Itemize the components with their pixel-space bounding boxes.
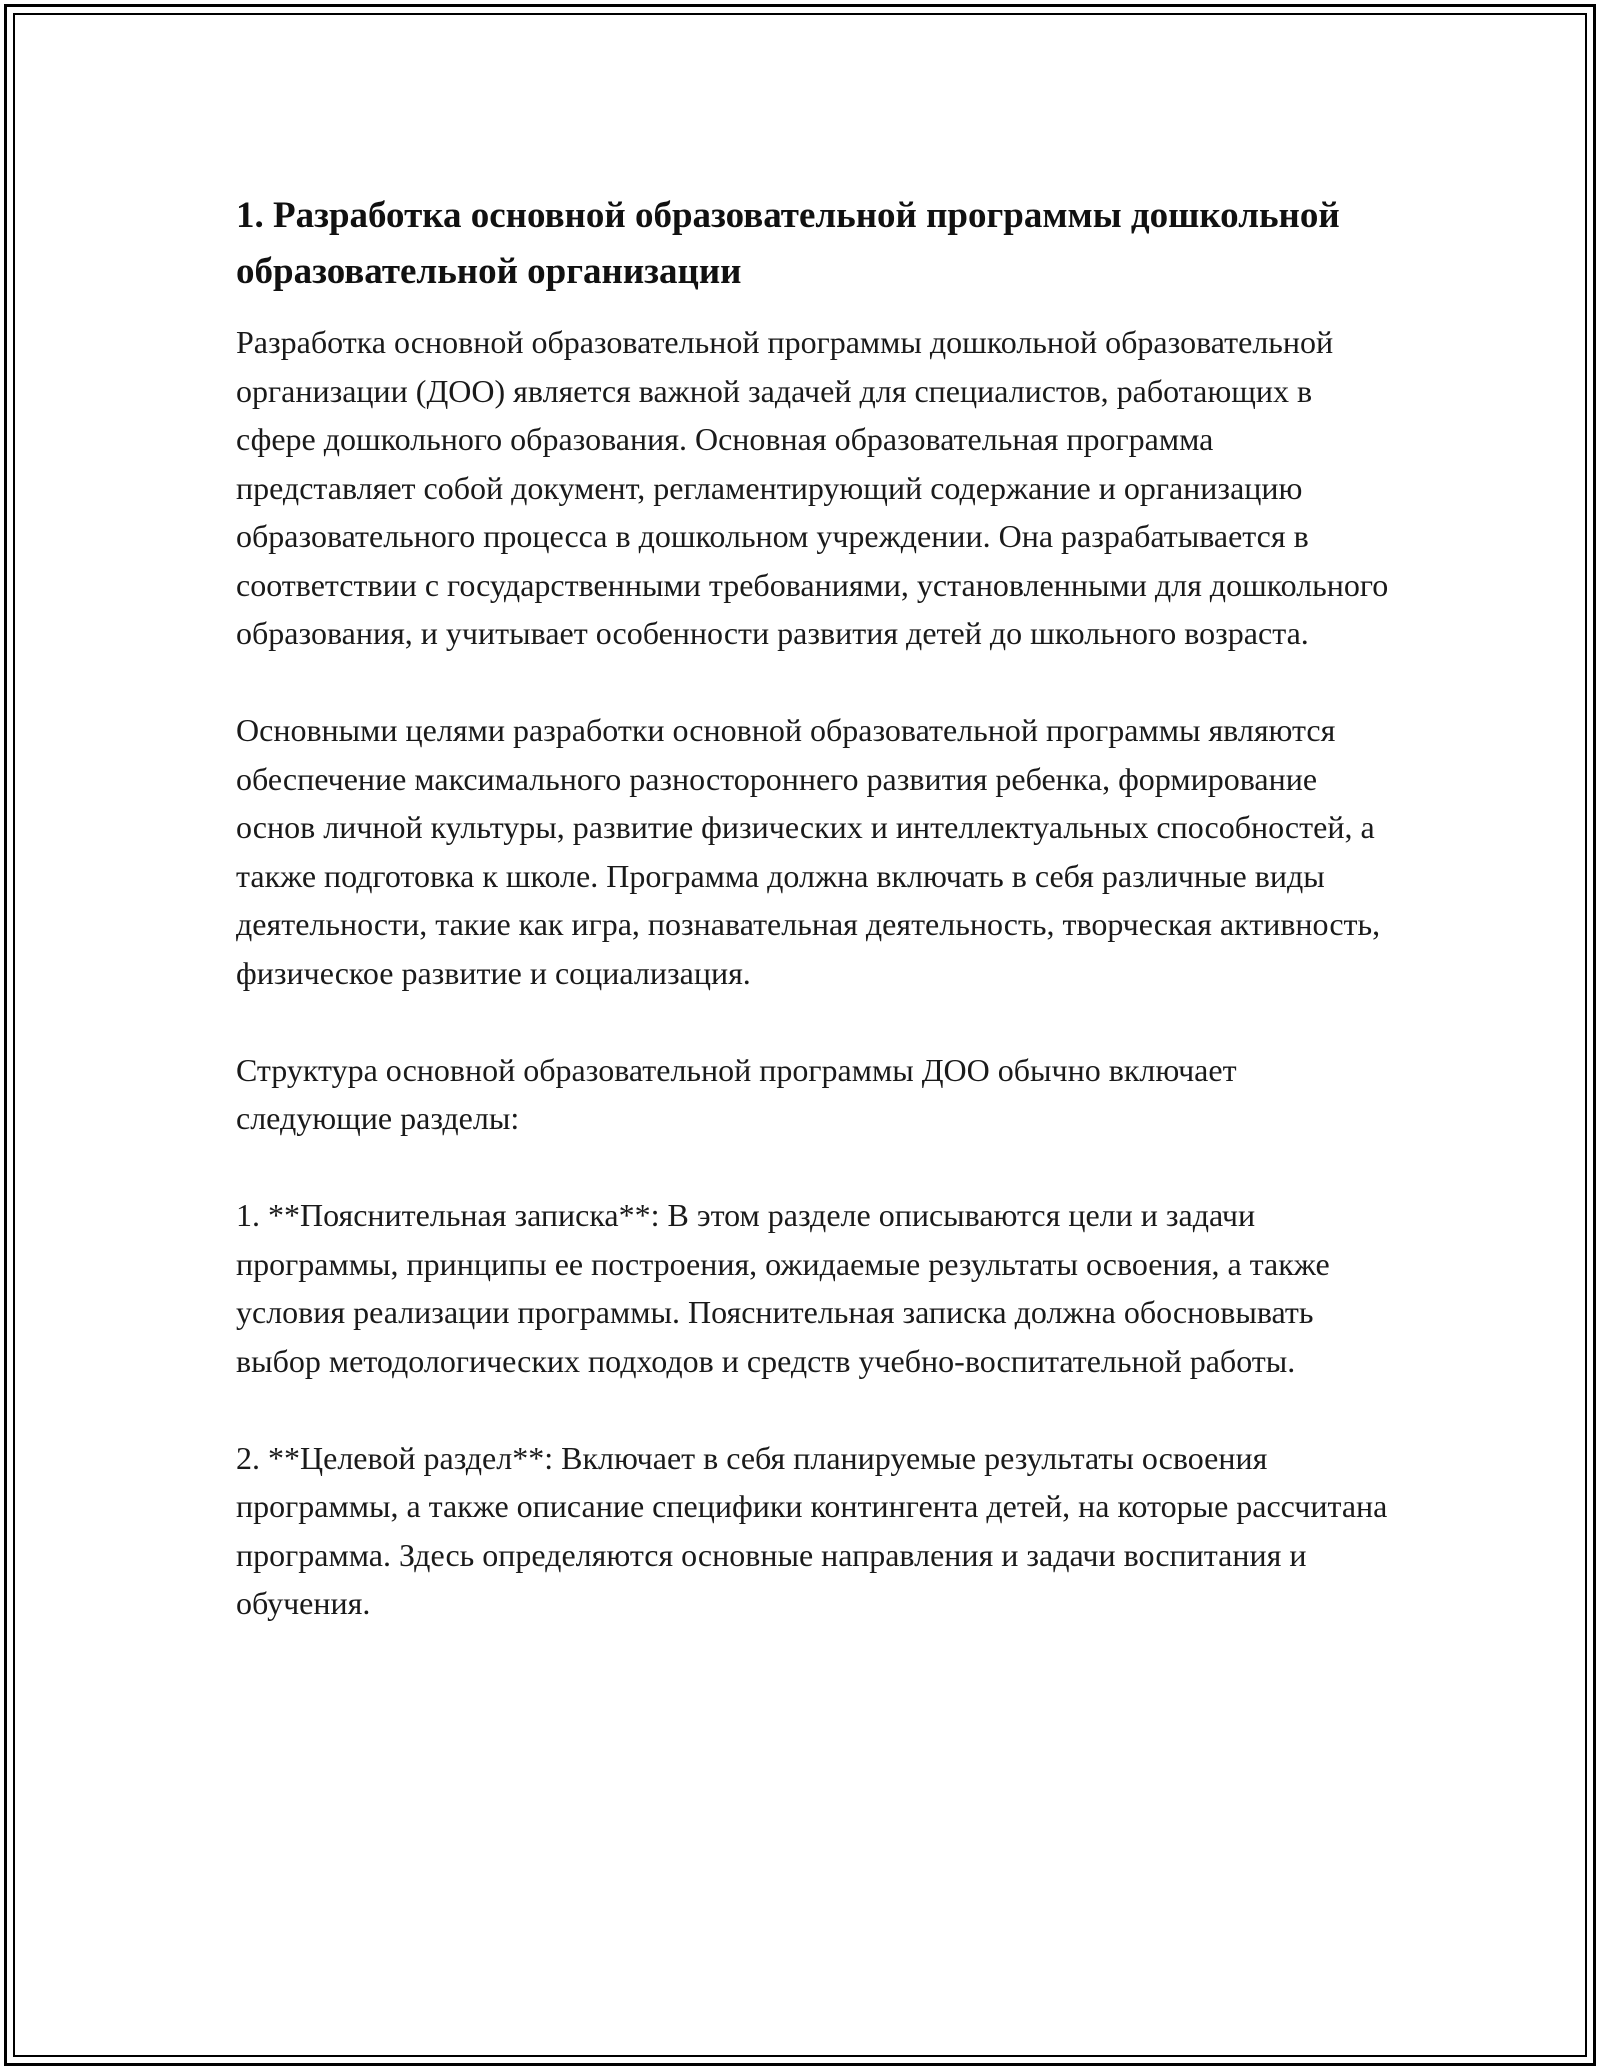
- paragraph-target-section: 2. **Целевой раздел**: Включает в себя планируемые результаты освоения программы, а также описание специфики контингента детей, на которые рассчитана программа. Здесь определяются основные направления и задачи воспитания и обучения.: [236, 1439, 1388, 1621]
- paragraph-goals: Основными целями разработки основной образовательной программы являются обеспечение максимального разностороннего развития ребенка, формирование основ личной культуры, развитие физических и интеллектуальных способностей, а также подготовка к школе. Программа должна включать в себя различные виды деятельности, такие как игра, познавательная деятельность, творческая активность, физическое развитие и социализация.: [236, 712, 1381, 991]
- paragraph-intro: Разработка основной образовательной программы дошкольной образовательной организации (ДОО) является важной задачей для специалистов, работающих в сфере дошкольного образования. Основная образовательная программа представляет собой документ, регламентирующий содержание и организацию образовательного процесса в дошкольном учреждении. Она разрабатывается в соответствии с государственными требованиями, установленными для дошкольного образования, и учитывает особенности развития детей до школьного возраста.: [236, 324, 1389, 651]
- document-body: [236, 188, 1396, 1676]
- paragraph-structure: Структура основной образовательной программы ДОО обычно включает следующие разделы:: [236, 1051, 1237, 1136]
- section-heading: 1. Разработка основной образовательной программы дошкольной образовательной организации: [236, 195, 1340, 292]
- paragraph-explanatory-note: 1. **Пояснительная записка**: В этом разделе описываются цели и задачи программы, принципы ее построения, ожидаемые результаты освоения, а также условия реализации программы. Пояснительная записка должна обосновывать выбор методологических подходов и средств учебно-воспитательной работы.: [236, 1197, 1330, 1379]
